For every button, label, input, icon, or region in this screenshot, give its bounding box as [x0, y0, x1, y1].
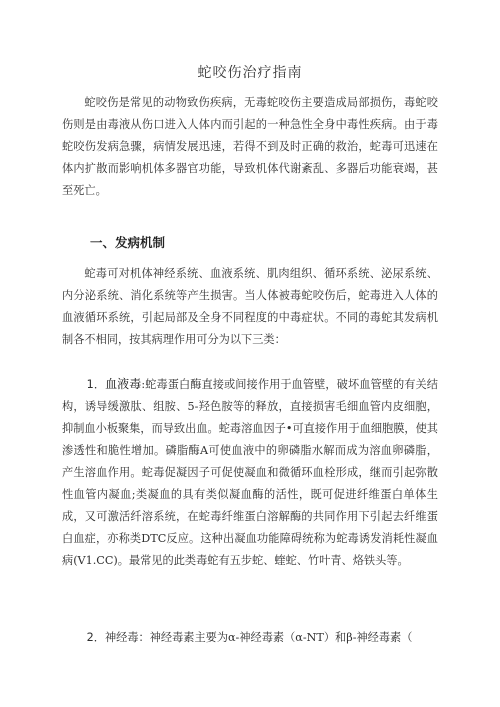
section-heading-pathogenesis: 一、发病机制 [90, 235, 166, 250]
list-item-number: 2． [86, 631, 105, 644]
intro-paragraph: 蛇咬伤是常见的动物致伤疾病，无毒蛇咬伤主要造成局部损伤，毒蛇咬伤则是由毒液从伤口进入人体内而引起的一种急性全身中毒性疾病。由于毒蛇咬伤发病急骤，病情发展迅速，若得不到及时正确的救治，蛇毒可迅速在体内扩散而影响机体多器官功能，导致机体代谢紊乱、多器后功能衰竭，甚至死亡。 [62, 96, 438, 197]
list-item-text: 神经毒：神经毒素主要为α-神经毒素（α-NT）和β-神经毒素（ [104, 631, 413, 644]
mechanism-paragraph: 蛇毒可对机体神经系统、血液系统、肌肉组织、循环系统、泌尿系统、内分泌系统、消化系统等产生损害。当人体被毒蛇咬伤后，蛇毒进入人体的血液循环系统，引起局部及全身不同程度的中毒症状。不同的毒蛇其发病机制各不相同，按其病理作用可分为以下三类： [62, 267, 438, 346]
list-item-number: 1． [86, 378, 106, 391]
list-item-neurotoxin [62, 627, 438, 649]
list-item-text: :蛇毒蛋白酶直接或间接作用于血管壁，破坏血管壁的有关结构，诱导缓激肽、组胺、5-羟色胺等的释放，直接损害毛细血管内皮细胞，抑制血小板聚集，而导致出血。蛇毒溶血因子•可直接作用于血细胞膜，使其渗透性和脆性增加。磷脂酶A可使血液中的卵磷脂水解而成为溶血卵磷脂，产生溶血作用。蛇毒促凝因子可促使凝血和微循环血栓形成，继而引起弥散性血管内凝血;类凝血的具有类似凝血酶的活性，既可促进纤维蛋白单体生成，又可激活纤溶系统，在蛇毒纤维蛋白溶解酶的共同作用下引起去纤维蛋白血症，亦称类DTC反应。这种出凝血功能障碍统称为蛇毒诱发消耗性凝血病(V1.CC)。最常见的此类毒蛇有五步蛇、蝰蛇、竹叶青、烙铁头等。 [62, 378, 438, 567]
list-item-hemotoxin [62, 373, 438, 572]
list-item-term: 血液毒 [105, 377, 142, 391]
document-title: 蛇咬伤治疗指南 [197, 65, 303, 81]
